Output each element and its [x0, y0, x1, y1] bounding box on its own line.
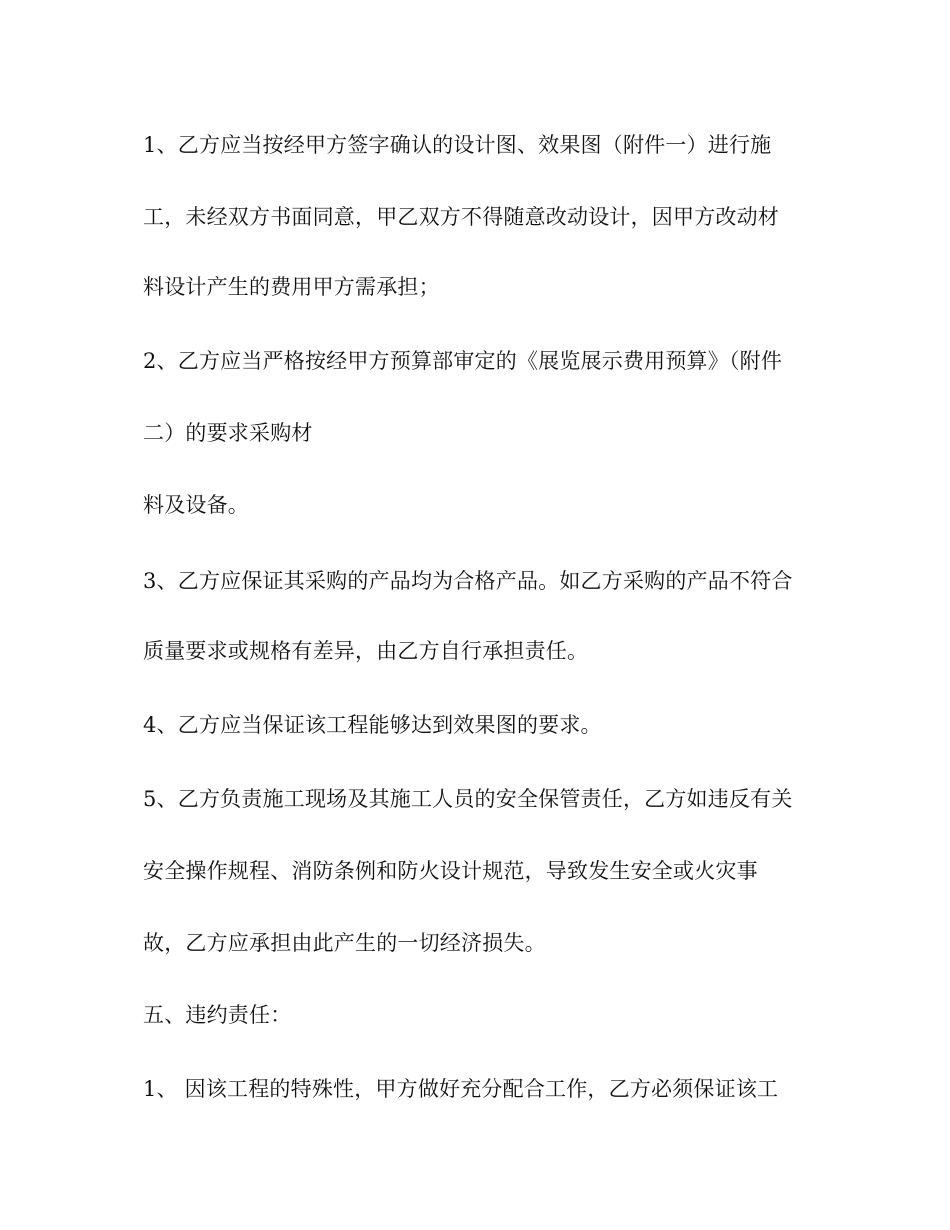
paragraph-line: 1、 因该工程的特殊性，甲方做好充分配合工作，乙方必须保证该工 — [143, 1077, 779, 1101]
paragraph-line: 1、乙方应当按经甲方签字确认的设计图、效果图（附件一）进行施 — [143, 133, 772, 157]
paragraph-line: 2、乙方应当严格按经甲方预算部审定的《展览展示费用预算》（附件 — [143, 349, 783, 373]
paragraph-line: 料设计产生的费用甲方需承担； — [143, 275, 440, 299]
paragraph-line: 5、乙方负责施工现场及其施工人员的安全保管责任，乙方如违反有关 — [143, 787, 793, 811]
paragraph-line: 故，乙方应承担由此产生的一切经济损失。 — [143, 931, 546, 955]
paragraph-line: 二）的要求采购材 — [143, 421, 313, 445]
paragraph-line: 4、乙方应当保证该工程能够达到效果图的要求。 — [143, 713, 602, 737]
paragraph-line: 工，未经双方书面同意，甲乙双方不得随意改动设计，因甲方改动材 — [143, 205, 779, 229]
paragraph-line: 3、乙方应保证其采购的产品均为合格产品。如乙方采购的产品不符合 — [143, 569, 793, 593]
paragraph-line: 料及设备。 — [143, 493, 249, 517]
section-heading: 五、违约责任： — [143, 1003, 292, 1027]
paragraph-line: 安全操作规程、消防条例和防火设计规范，导致发生安全或火灾事 — [143, 859, 758, 883]
paragraph-line: 质量要求或规格有差异，由乙方自行承担责任。 — [143, 639, 589, 663]
